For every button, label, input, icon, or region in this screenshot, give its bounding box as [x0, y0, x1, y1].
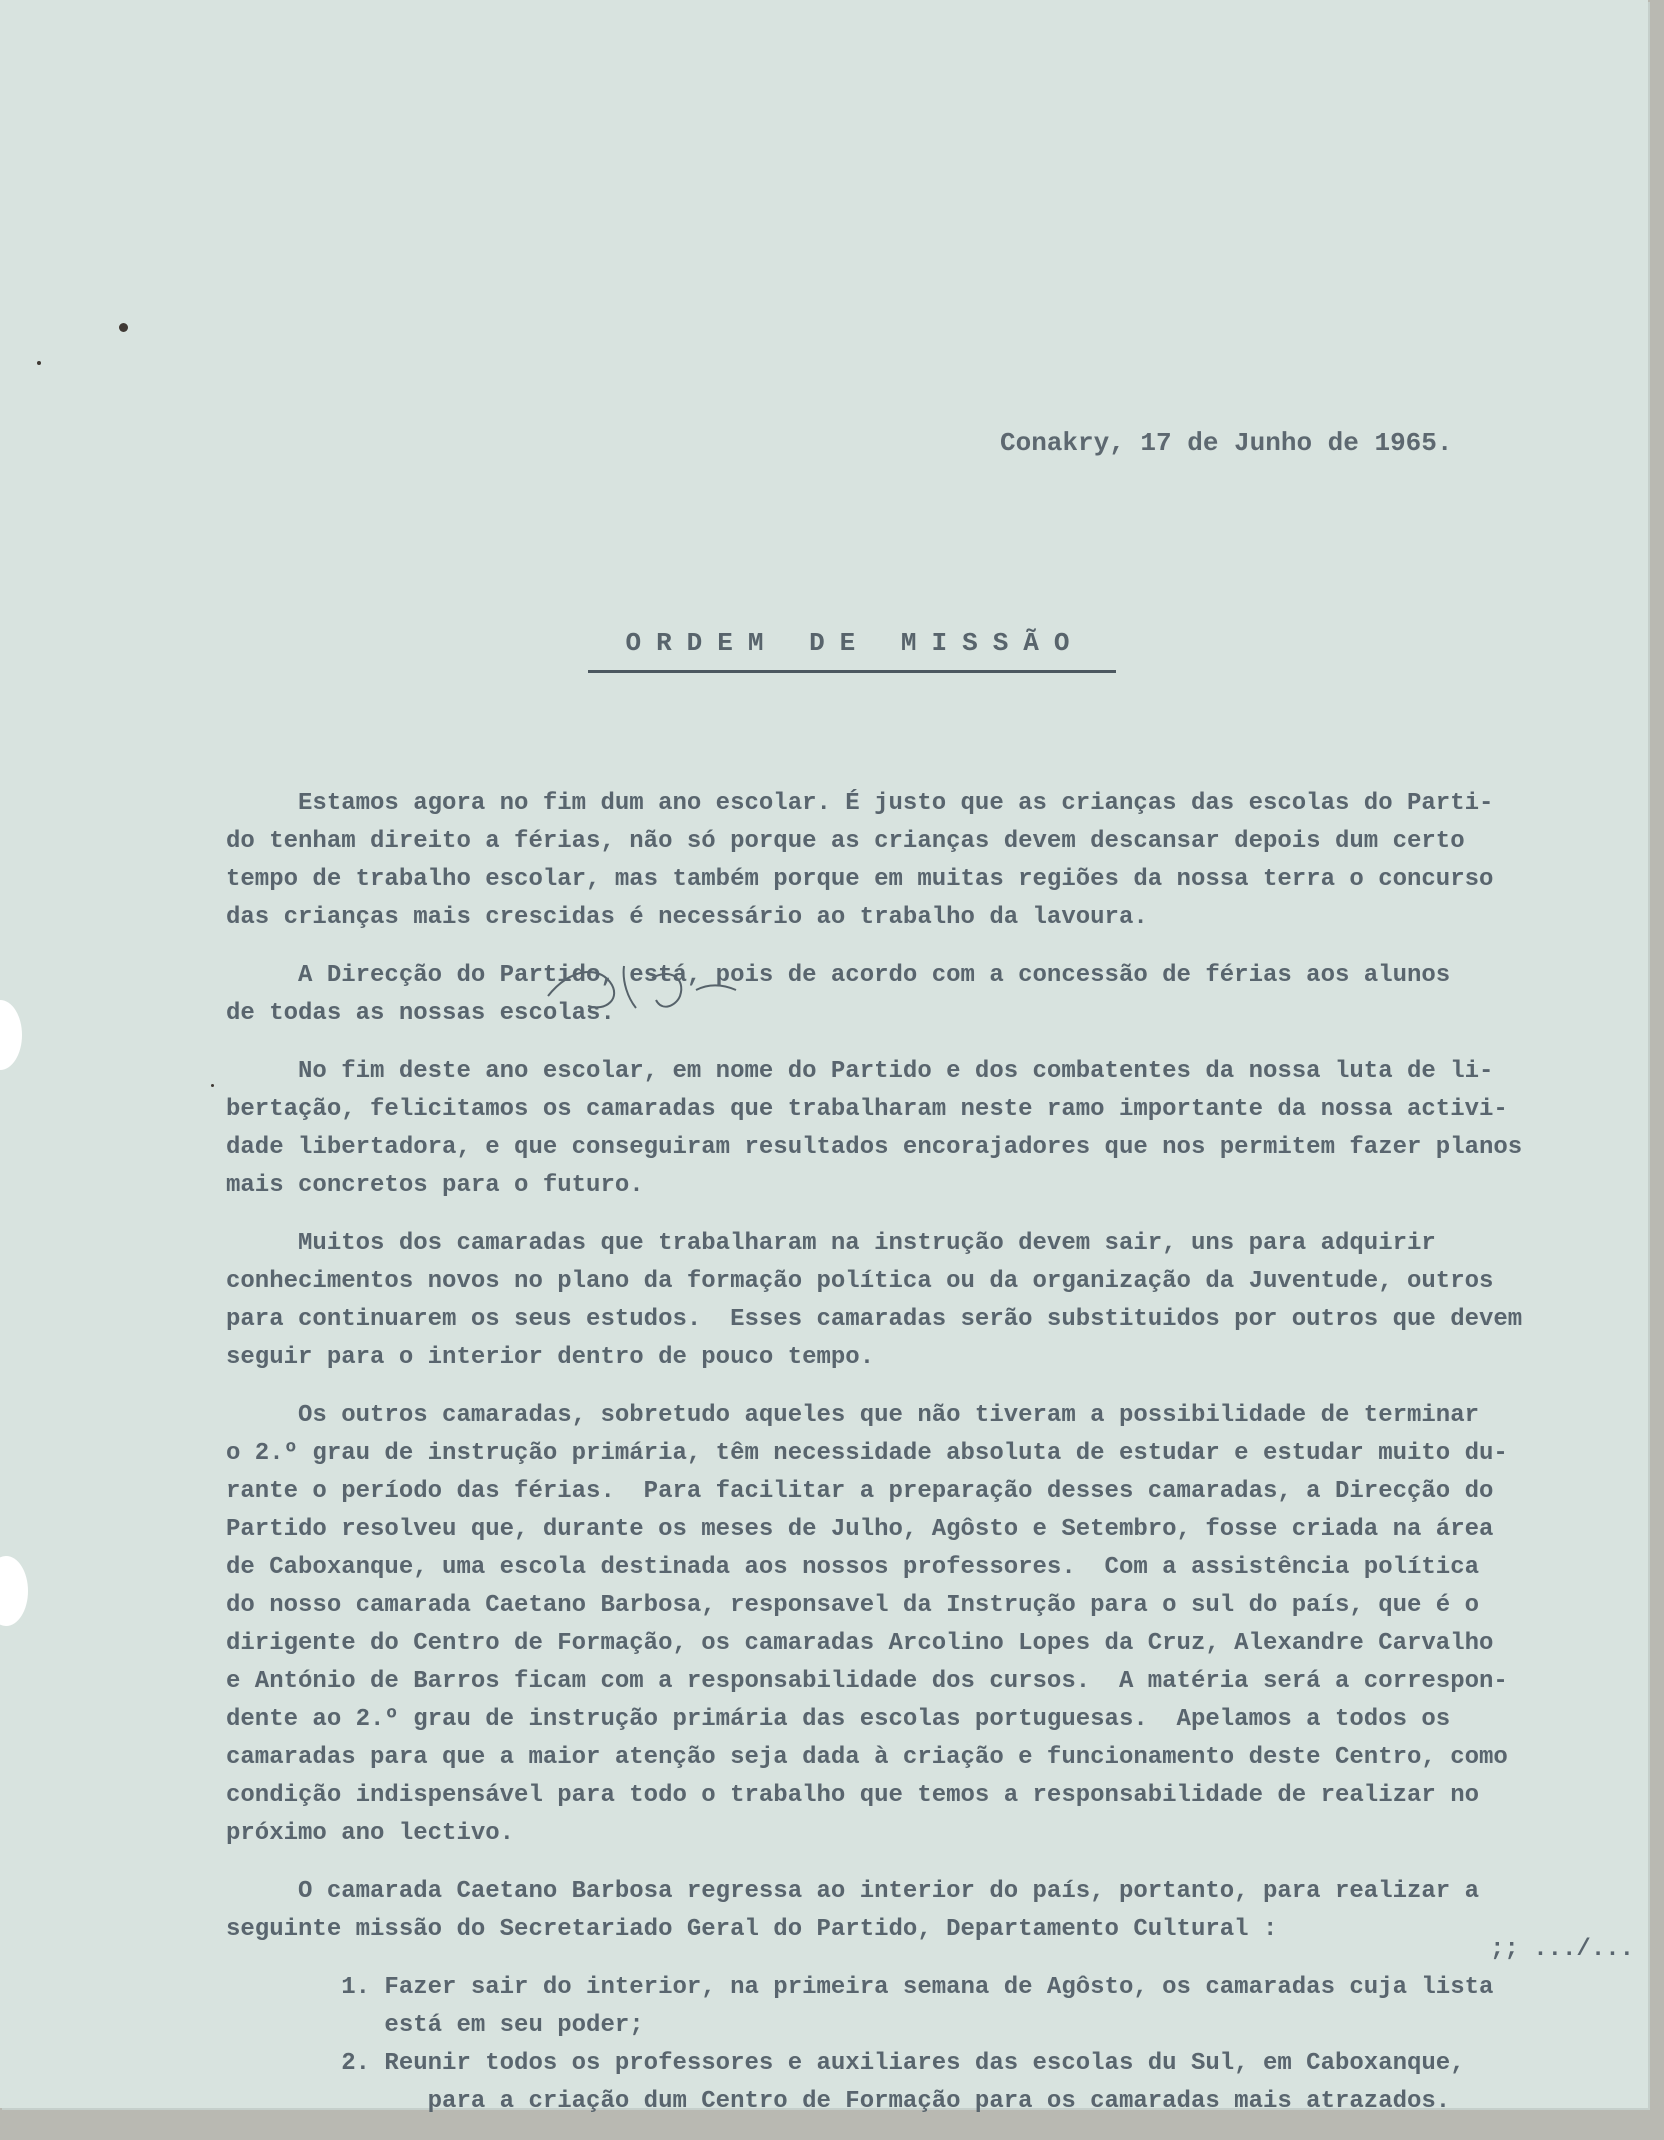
text-line: 1. Fazer sair do interior, na primeira semana de Agôsto, os camaradas cuja lista: [226, 1974, 1494, 2001]
text-line: para continuarem os seus estudos. Esses camaradas serão substituidos por outros que devem: [226, 1306, 1523, 1333]
text-line: camaradas para que a maior atenção seja dada à criação e funcionamento deste Centro, como: [226, 1744, 1508, 1771]
text-line: seguinte missão do Secretariado Geral do Partido, Departamento Cultural :: [226, 1916, 1278, 1943]
ink-speck: [119, 323, 128, 332]
text-line: bertação, felicitamos os camaradas que trabalharam neste ramo importante da nossa activi-: [226, 1096, 1508, 1123]
text-line: está em seu poder;: [226, 2012, 644, 2039]
text-line: No fim deste ano escolar, em nome do Partido e dos combatentes da nossa luta de li-: [226, 1058, 1494, 1085]
text-line: seguir para o interior dentro de pouco tempo.: [226, 1344, 875, 1371]
paragraph: [226, 785, 1636, 937]
page-continuation-marker: ;; .../...: [1490, 1936, 1635, 1963]
text-line: e António de Barros ficam com a responsabilidade dos cursos. A matéria será a correspon-: [226, 1668, 1508, 1695]
date-line: Conakry, 17 de Junho de 1965.: [1000, 428, 1453, 458]
text-line: tempo de trabalho escolar, mas também porque em muitas regiões da nossa terra o concurso: [226, 866, 1494, 893]
text-line: conhecimentos novos no plano da formação política ou da organização da Juventude, outros: [226, 1268, 1494, 1295]
text-line: para a criação dum Centro de Formação para os camaradas mais atrazados.: [226, 2088, 1451, 2115]
punch-hole: [0, 1556, 28, 1626]
text-line: A Direcção do Partido, está, pois de acordo com a concessão de férias aos alunos: [226, 962, 1451, 989]
text-line: Os outros camaradas, sobretudo aqueles que não tiveram a possibilidade de terminar: [226, 1402, 1480, 1429]
document-body: [226, 785, 1636, 2121]
paragraph: [226, 957, 1636, 1033]
paragraph: [226, 1053, 1636, 1205]
text-line: rante o período das férias. Para facilitar a preparação desses camaradas, a Direcção do: [226, 1478, 1494, 1505]
list-item: [226, 2045, 1636, 2121]
text-line: mais concretos para o futuro.: [226, 1172, 644, 1199]
text-line: próximo ano lectivo.: [226, 1820, 515, 1847]
text-line: das crianças mais crescidas é necessário ao trabalho da lavoura.: [226, 904, 1148, 931]
paragraph: [226, 1873, 1636, 1949]
text-line: 2. Reunir todos os professores e auxiliares das escolas du Sul, em Caboxanque,: [226, 2050, 1465, 2077]
text-line: de todas as nossas escolas.: [226, 1000, 615, 1027]
text-line: o 2.º grau de instrução primária, têm necessidade absoluta de estudar e estudar muito du-: [226, 1440, 1508, 1467]
text-line: do nosso camarada Caetano Barbosa, responsavel da Instrução para o sul do país, que é o: [226, 1592, 1480, 1619]
paragraph: [226, 1225, 1636, 1377]
punch-hole: [0, 1000, 22, 1070]
text-line: de Caboxanque, uma escola destinada aos nossos professores. Com a assistência política: [226, 1554, 1480, 1581]
ink-speck: [37, 361, 41, 365]
mission-list: [226, 1969, 1636, 2121]
ink-speck: [211, 1084, 214, 1087]
document-title: ORDEM DE MISSÃO: [625, 628, 1085, 658]
list-item: [226, 1969, 1636, 2045]
text-line: O camarada Caetano Barbosa regressa ao interior do país, portanto, para realizar a: [226, 1878, 1480, 1905]
paragraph: [226, 1397, 1636, 1853]
text-line: dente ao 2.º grau de instrução primária das escolas portuguesas. Apelamos a todos os: [226, 1706, 1451, 1733]
title-underline: [588, 670, 1116, 673]
text-line: condição indispensável para todo o trabalho que temos a responsabilidade de realizar no: [226, 1782, 1480, 1809]
text-line: Estamos agora no fim dum ano escolar. É justo que as crianças das escolas do Parti-: [226, 790, 1494, 817]
text-line: Muitos dos camaradas que trabalharam na instrução devem sair, uns para adquirir: [226, 1230, 1436, 1257]
text-line: do tenham direito a férias, não só porque as crianças devem descansar depois dum certo: [226, 828, 1465, 855]
text-line: dade libertadora, e que conseguiram resultados encorajadores que nos permitem fazer planos: [226, 1134, 1523, 1161]
text-line: dirigente do Centro de Formação, os camaradas Arcolino Lopes da Cruz, Alexandre Carvalho: [226, 1630, 1494, 1657]
text-line: Partido resolveu que, durante os meses de Julho, Agôsto e Setembro, fosse criada na área: [226, 1516, 1494, 1543]
